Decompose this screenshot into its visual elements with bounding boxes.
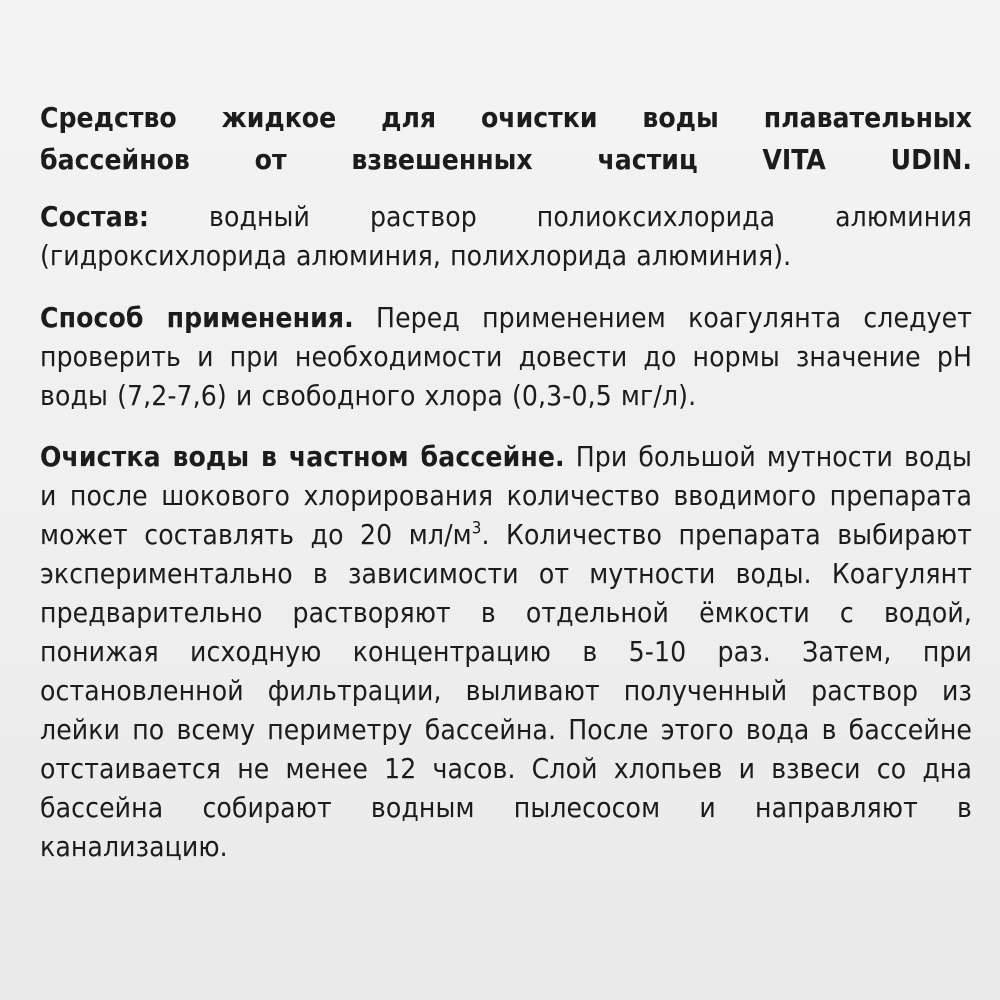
composition-heading: Состав: <box>40 200 150 233</box>
composition-text: водный раствор полиоксихлорида алюминия (гидроксихлорида алюминия, полихлорида алюминия). <box>40 200 972 272</box>
usage-heading: Способ применения. <box>40 301 354 334</box>
private-pool-heading: Очистка воды в частном бассейне. <box>40 440 565 473</box>
cubic-superscript: 3 <box>471 517 482 538</box>
private-pool-text-part2: . Количество препарата выбирают экспериментально в зависимости от мутности воды. Коагулянт предварительно растворяют в отдельной ёмкости с водой, понижая исходную концентрацию в 5-10 раз. Затем, при остановленной фильтрации, выливают полученный раствор из лейки по всему периметру бассейна. После этого вода в бассейне отстаивается не менее 12 часов. Слой хлопьев и взвеси со дна бассейна собирают водным пылесосом и направляют в канализацию. <box>40 518 972 863</box>
private-pool-text-part1: При большой мутности воды и после шокового хлорирования количество вводимого препарата может составлять до 20 мл/м <box>40 440 972 551</box>
product-title: Средство жидкое для очистки воды плавательных бассейнов от взвешенных частиц VITA UDIN. <box>40 101 972 176</box>
usage-text: Перед применением коагулянта следует проверить и при необходимости довести до нормы значение pH воды (7,2-7,6) и свободного хлора (0,3-0,5 мг/л). <box>40 301 973 412</box>
private-pool-paragraph <box>40 437 972 866</box>
usage-paragraph <box>40 298 972 415</box>
composition-paragraph <box>40 197 972 275</box>
